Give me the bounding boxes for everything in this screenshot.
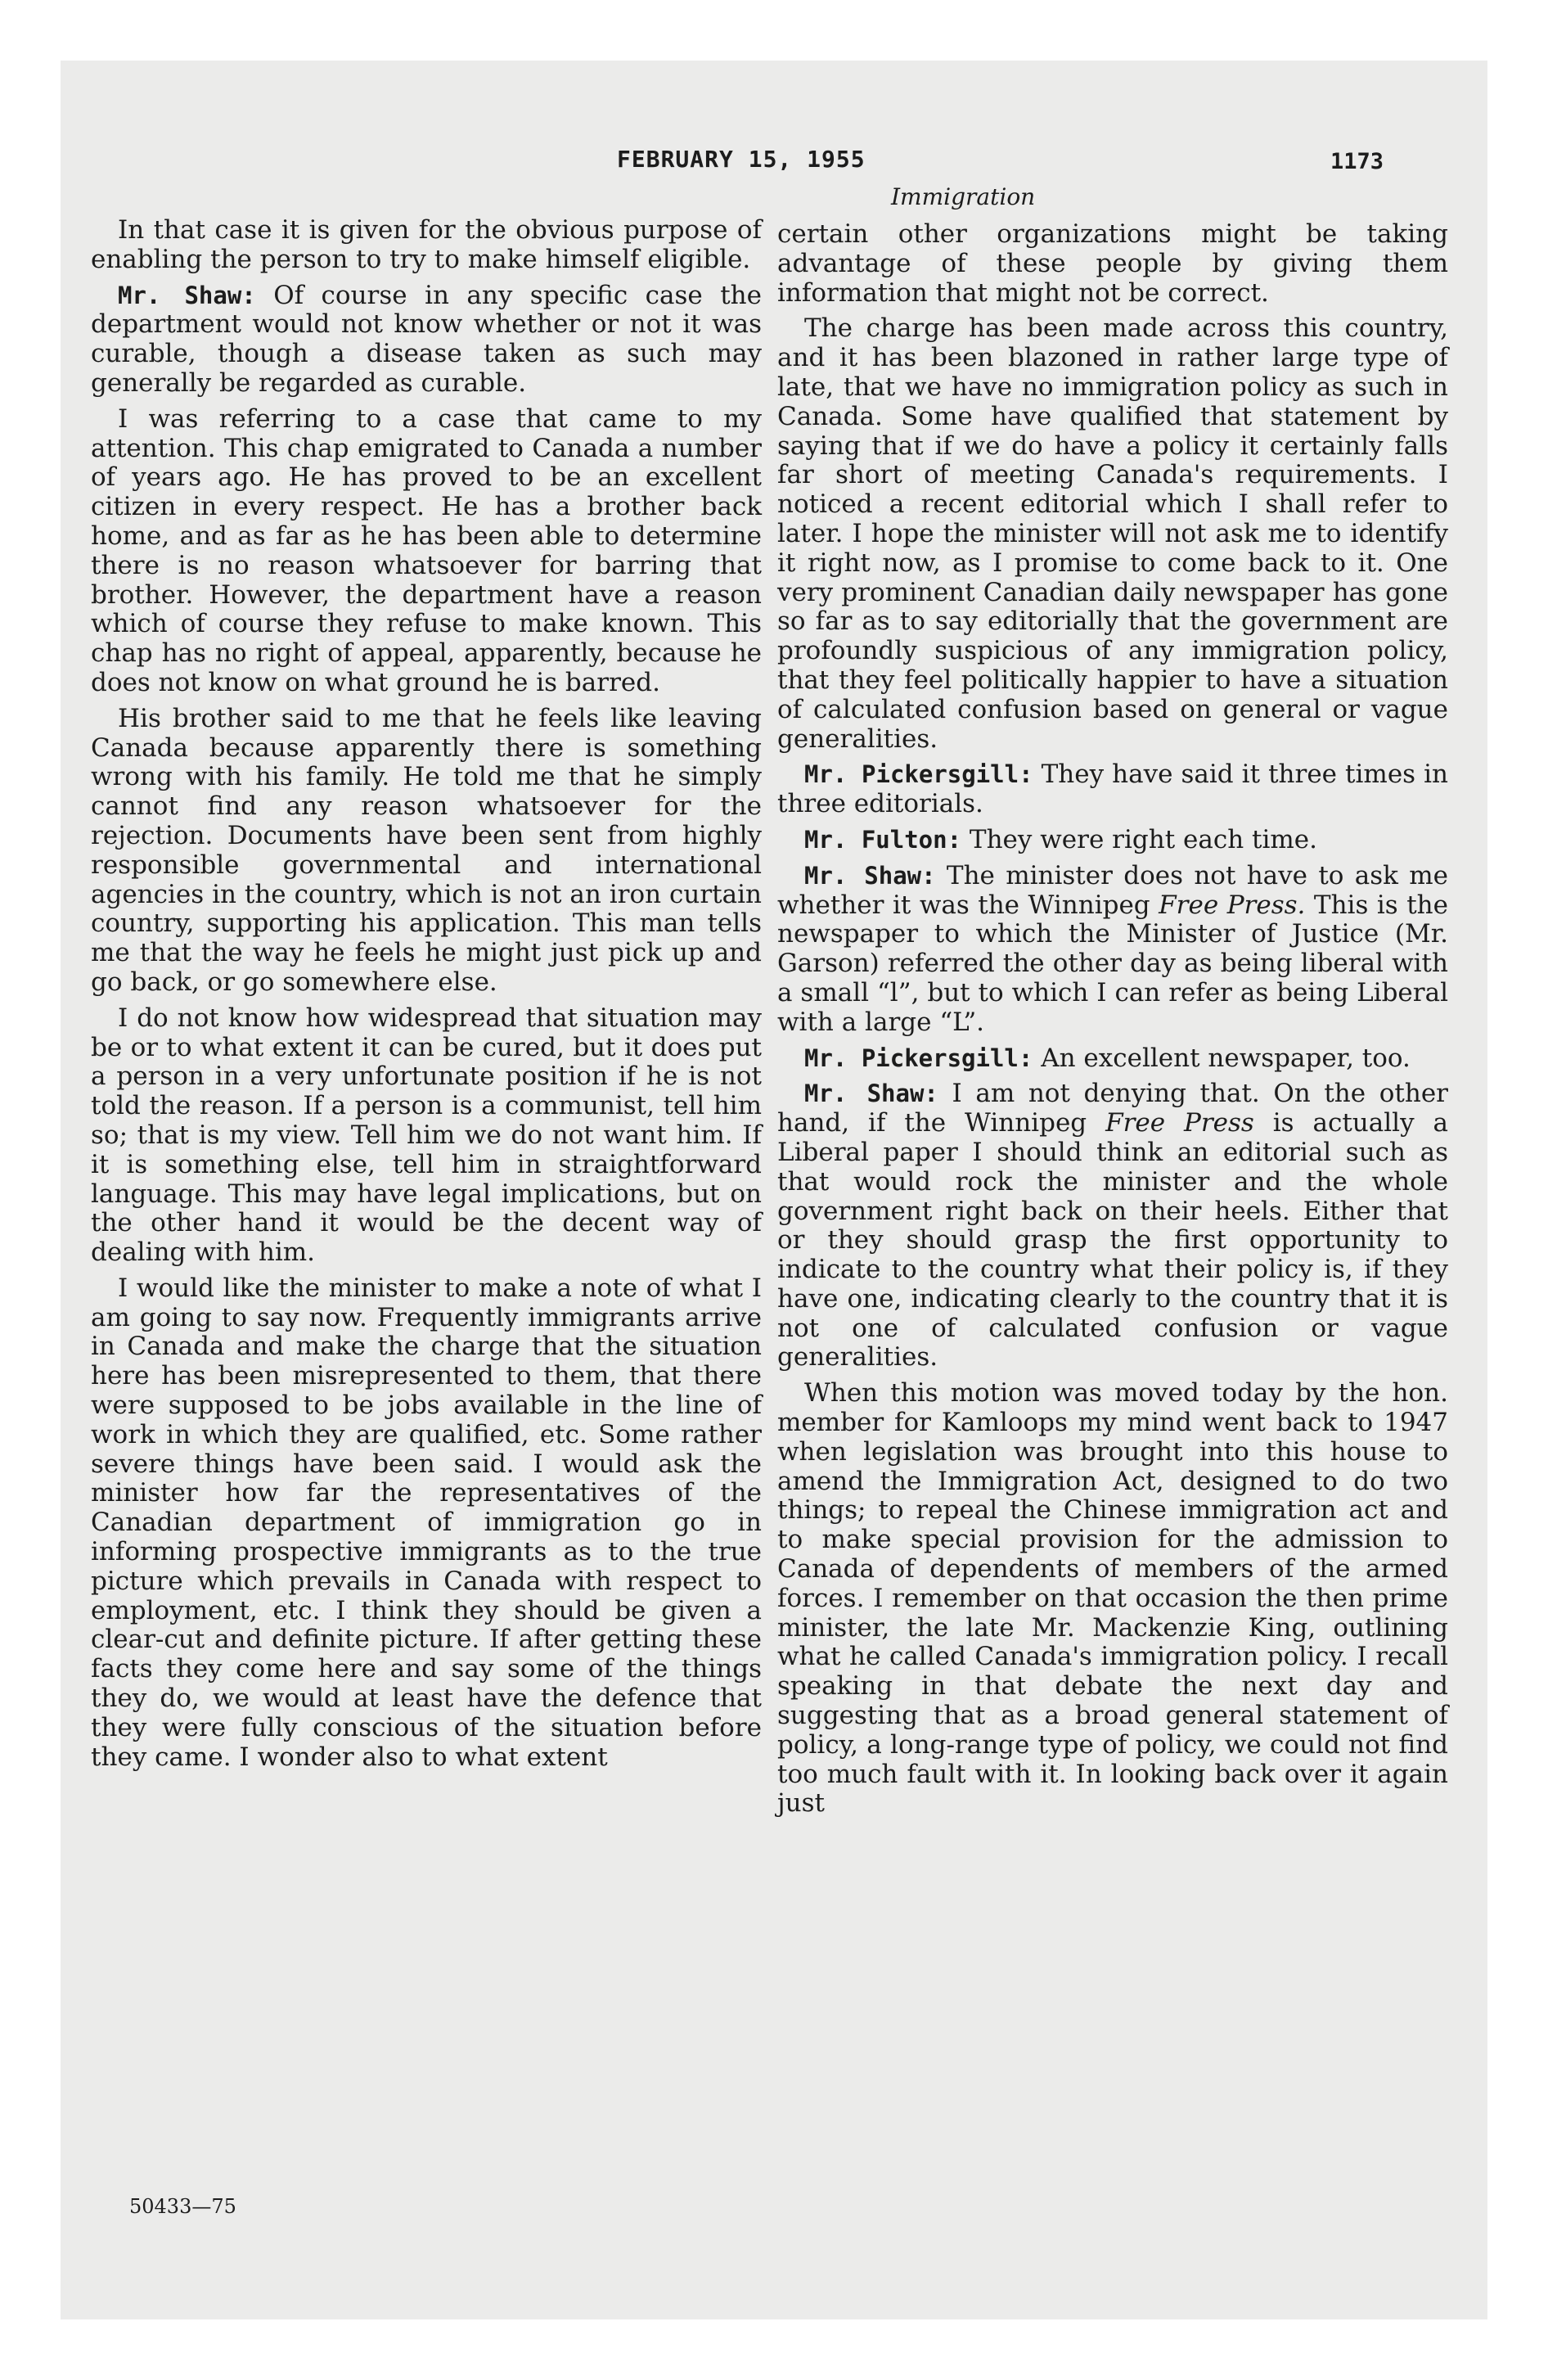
- paragraph: In that case it is given for the obvious purpose of enabling the person to try to make himself eligible.: [91, 215, 762, 274]
- paragraph: [777, 1080, 1448, 1373]
- right-column: [777, 220, 1448, 1825]
- paragraph: [91, 282, 762, 399]
- speaker-name: Mr. Pickersgill:: [804, 760, 1033, 789]
- newspaper-name: Free Press.: [1159, 890, 1306, 920]
- speaker-name: Mr. Fulton:: [804, 825, 962, 854]
- speech-text: I am not denying that. On the other hand, if the Winnipeg: [777, 1079, 1448, 1138]
- paragraph: The charge has been made across this country, and it has been blazoned in rather large type of late, that we have no immigration policy as such in Canada. Some have qualified that statement by saying that if we do have a policy it certainly falls far short of meeting Canada's requirements. I noticed a recent editorial which I shall refer to later. I hope the minister will not ask me to identify it right now, as I promise to come back to it. One very prominent Canadian daily newspaper has gone so far as to say editorially that the government are profoundly suspicious of any immigration policy, that they feel politically happier to have a situation of calculated confusion based on general or vague generalities.: [777, 313, 1448, 754]
- speech-text: is actually a Liberal paper I should think an editorial such as that would rock the minister and the whole government right back on their heels. Either that or they should grasp the first opportunity to indicate to the country what their policy is, if they have one, indicating clearly to the country that it is not one of calculated confusion or vague generalities.: [777, 1108, 1448, 1373]
- page-date-header: FEBRUARY 15, 1955: [617, 146, 866, 173]
- newspaper-name: Free Press: [1105, 1108, 1254, 1138]
- speaker-name: Mr. Shaw:: [804, 861, 936, 890]
- speaker-name: Mr. Shaw:: [118, 281, 256, 309]
- speech-text: Of course in any specific case the department would not know whether or not it was curable, though a disease taken as such may generally be regarded as curable.: [91, 280, 762, 398]
- speaker-name: Mr. Pickersgill:: [804, 1044, 1033, 1072]
- speech-text: This is the newspaper to which the Minister of Justice (Mr. Garson) referred the other day as being liberal with a small “l”, but to which I can refer as being Liberal with a large “L”.: [777, 890, 1448, 1037]
- section-title: Immigration: [891, 183, 1036, 210]
- speech-text: They have said it three times in three editorials.: [777, 760, 1448, 819]
- paragraph: [777, 1044, 1448, 1074]
- paragraph: certain other organizations might be taking advantage of these people by giving them information that might not be correct.: [777, 219, 1448, 308]
- left-column: [91, 216, 762, 1778]
- print-code: 50433—75: [129, 2195, 236, 2218]
- paragraph: [777, 760, 1448, 819]
- speech-text: The minister does not have to ask me whether it was the Winnipeg: [777, 860, 1448, 920]
- speech-text: An excellent newspaper, too.: [1033, 1043, 1411, 1073]
- paragraph: I was referring to a case that came to my attention. This chap emigrated to Canada a number of years ago. He has proved to be an excellent citizen in every respect. He has a brother back home, and as far as he has been able to determine there is no reason whatsoever for barring that brother. However, the department have a reason which of course they refuse to make known. This chap has no right of appeal, apparently, because he does not know on what ground he is barred.: [91, 403, 762, 697]
- paragraph: His brother said to me that he feels like leaving Canada because apparently there is something wrong with his family. He told me that he simply cannot find any reason whatsoever for the rejection. Documents have been sent from highly responsible governmental and international agencies in the country, which is not an iron curtain country, supporting his application. This man tells me that the way he feels he might just pick up and go back, or go somewhere else.: [91, 703, 762, 997]
- paragraph: [777, 862, 1448, 1038]
- speaker-name: Mr. Shaw:: [804, 1080, 938, 1108]
- paragraph: When this motion was moved today by the hon. member for Kamloops my mind went back to 1947 when legislation was brought into this house to amend the Immigration Act, designed to do two things; to repeal the Chinese immigration act and to make special provision for the admission to Canada of dependents of members of the armed forces. I remember on that occasion the then prime minister, the late Mr. Mackenzie King, outlining what he called Canada's immigration policy. I recall speaking in that debate the next day and suggesting that as a broad general statement of policy, a long-range type of policy, we could not find too much fault with it. In looking back over it again just: [777, 1378, 1448, 1819]
- paragraph: I would like the minister to make a note of what I am going to say now. Frequently immigrants arrive in Canada and make the charge that the situation here has been misrepresented to them, that there were supposed to be jobs available in the line of work in which they are qualified, etc. Some rather severe things have been said. I would ask the minister how far the representatives of the Canadian department of immigration go in informing prospective immigrants as to the true picture which prevails in Canada with respect to employment, etc. I think they should be given a clear-cut and definite picture. If after getting these facts they come here and say some of the things they do, we would at least have the defence that they were fully conscious of the situation before they came. I wonder also to what extent: [91, 1273, 762, 1772]
- speech-text: They were right each time.: [961, 824, 1318, 854]
- paragraph: I do not know how widespread that situation may be or to what extent it can be cured, but it does put a person in a very unfortunate position if he is not told the reason. If a person is a communist, tell him so; that is my view. Tell him we do not want him. If it is something else, tell him in straightforward language. This may have legal implications, but on the other hand it would be the decent way of dealing with him.: [91, 1003, 762, 1268]
- page-number: 1173: [1330, 149, 1384, 174]
- page-scan: [61, 61, 1487, 2319]
- paragraph: [777, 826, 1448, 855]
